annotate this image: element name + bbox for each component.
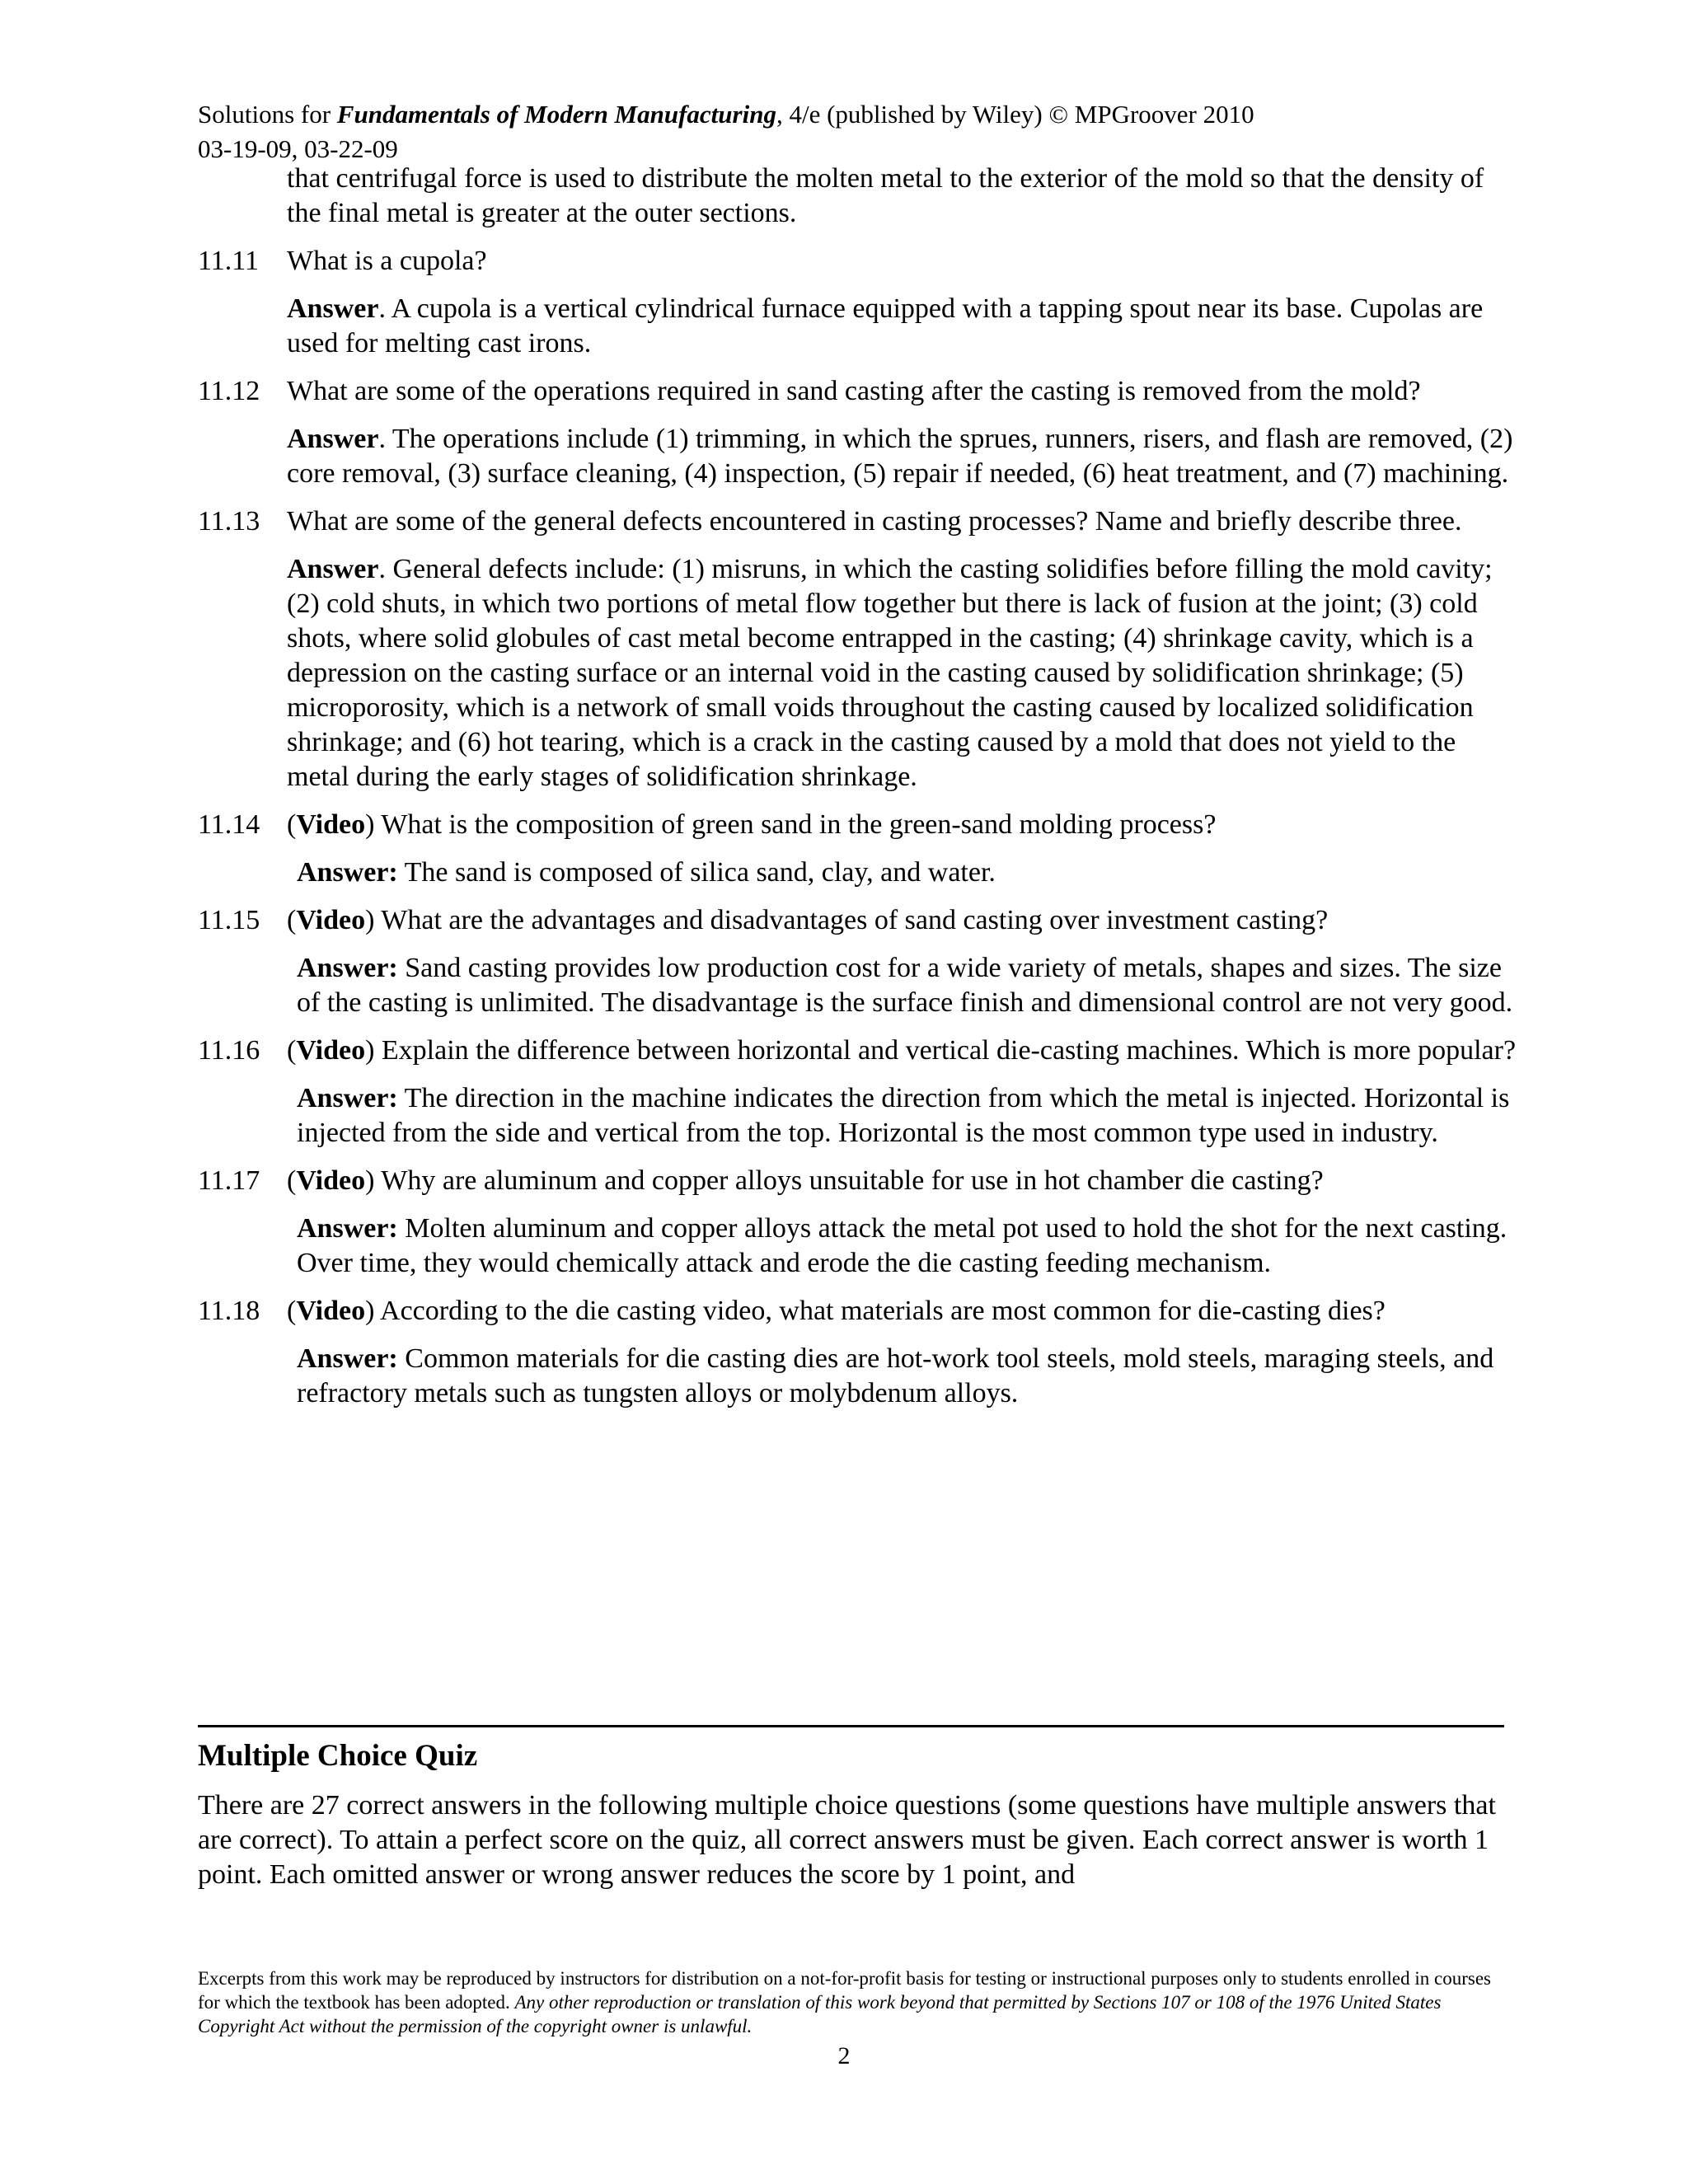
question xyxy=(198,1294,1517,1329)
question-block xyxy=(198,1294,1517,1411)
answer xyxy=(297,855,1517,890)
answer xyxy=(287,552,1517,794)
question-text: What is a cupola? xyxy=(287,246,487,276)
question-text: (Video) Explain the difference between horizontal and vertical die-casting machines. Which is more popular? xyxy=(287,1035,1517,1066)
question-block xyxy=(198,1033,1517,1151)
continued-paragraph: that centrifugal force is used to distribute the molten metal to the exterior of the mold so that the density of the final metal is greater at the outer sections. xyxy=(287,163,1484,228)
question-text: (Video) According to the die casting video, what materials are most common for die-casting dies? xyxy=(287,1296,1386,1326)
footer-italic-text: Any other reproduction or translation of this work beyond that permitted by Sections 107 or 108 of the 1976 United States Copyright Act without the permission of the copyright owner is unlawful. xyxy=(198,1992,1442,2036)
answer-text: . The operations include (1) trimming, in which the sprues, runners, risers, and flash are removed, (2) core removal, (3) surface cleaning, (4) inspection, (5) repair if needed, (6) heat treatment, and (7) machining. xyxy=(287,424,1513,489)
video-tag: Video xyxy=(296,1165,366,1196)
answer xyxy=(287,292,1517,361)
answer-label: Answer xyxy=(287,554,379,584)
header-suffix: , 4/e (published by Wiley) © MPGroover 2010 xyxy=(776,100,1254,129)
answer-text: . General defects include: (1) misruns, in which the casting solidifies before filling the mold cavity; (2) cold shuts, in which two portions of metal flow together but there is lack of fusion at the joint; (3) cold shots, where solid globules of cast metal become entrapped in the casting; (4) shrinkage cavity, which is a depression on the casting surface or an internal void in the casting caused by solidification shrinkage; (5) microporosity, which is a network of small voids throughout the casting caused by localized solidification shrinkage; and (6) hot tearing, which is a crack in the casting caused by a mold that does not yield to the metal during the early stages of solidification shrinkage. xyxy=(287,554,1493,792)
answer-text: Common materials for die casting dies are hot-work tool steels, mold steels, maraging steels, and refractory metals such as tungsten alloys or molybdenum alloys. xyxy=(297,1343,1494,1408)
question-body: What is the composition of green sand in the green-sand molding process? xyxy=(381,809,1217,840)
header-prefix: Solutions for xyxy=(198,100,337,129)
answer-text: The direction in the machine indicates the direction from which the metal is injected. Horizontal is injected from the side and vertical from the top. Horizontal is the most common type used in industry. xyxy=(297,1083,1510,1148)
book-title: Fundamentals of Modern Manufacturing xyxy=(336,100,776,129)
question-number: 11.12 xyxy=(198,376,260,406)
question-number: 11.17 xyxy=(198,1165,260,1196)
answer-text: The sand is composed of silica sand, clay, and water. xyxy=(397,857,996,888)
answer-label: Answer: xyxy=(297,857,398,888)
question-text: (Video) Why are aluminum and copper alloys unsuitable for use in hot chamber die casting? xyxy=(287,1165,1324,1196)
question-number: 11.14 xyxy=(198,809,260,840)
question-block xyxy=(198,244,1517,361)
video-tag: Video xyxy=(296,1035,366,1066)
section-divider xyxy=(198,1725,1504,1727)
page-header xyxy=(198,97,1254,166)
answer-text: . A cupola is a vertical cylindrical furnace equipped with a tapping spout near its base. Cupolas are used for melting cast irons. xyxy=(287,293,1484,359)
footer-text: Excerpts from this work may be reproduced by instructors for distribution on a not-for-profit basis for testing or instructional purposes only to students enrolled in courses for which the textbook has been adopted. xyxy=(198,1968,1491,2013)
video-tag: Video xyxy=(296,1296,366,1326)
question-body: According to the die casting video, what materials are most common for die-casting dies? xyxy=(380,1296,1386,1326)
header-dates: 03-19-09, 03-22-09 xyxy=(198,134,398,163)
question-block xyxy=(198,808,1517,890)
answer-label: Answer: xyxy=(297,953,398,983)
question xyxy=(198,808,1517,842)
question-text: What are some of the general defects encountered in casting processes? Name and briefly describe three. xyxy=(287,506,1462,537)
answer-label: Answer xyxy=(287,424,379,454)
answer xyxy=(297,1081,1517,1151)
quiz-intro-paragraph: There are 27 correct answers in the following multiple choice questions (some questions have multiple answers that are correct). To attain a perfect score on the quiz, all correct answers must be given. Each correct answer is worth 1 point. Each omitted answer or wrong answer reduces the score by 1 point, and xyxy=(198,1790,1496,1890)
question xyxy=(198,903,1517,938)
question-block xyxy=(198,1164,1517,1281)
video-tag: Video xyxy=(296,809,366,840)
answer xyxy=(287,422,1517,491)
page-number: 2 xyxy=(837,2042,851,2069)
question xyxy=(198,374,1517,409)
question-text: (Video) What is the composition of green sand in the green-sand molding process? xyxy=(287,809,1217,840)
question-block xyxy=(198,903,1517,1020)
question xyxy=(198,1033,1517,1068)
question-number: 11.18 xyxy=(198,1296,260,1326)
answer-text: Sand casting provides low production cost for a wide variety of metals, shapes and sizes. The size of the casting is unlimited. The disadvantage is the surface finish and dimensional control are not very good. xyxy=(297,953,1513,1018)
answer-label: Answer: xyxy=(297,1213,398,1244)
answer xyxy=(297,951,1517,1020)
question xyxy=(198,244,1517,279)
answer-label: Answer xyxy=(287,293,379,324)
question-text: (Video) What are the advantages and disadvantages of sand casting over investment casting? xyxy=(287,905,1329,935)
section-heading: Multiple Choice Quiz xyxy=(198,1739,478,1773)
question-number: 11.15 xyxy=(198,905,260,935)
header-line xyxy=(198,97,1254,132)
question-block xyxy=(198,504,1517,794)
question-number: 11.16 xyxy=(198,1035,260,1066)
question-body: What are the advantages and disadvantages of sand casting over investment casting? xyxy=(381,905,1329,935)
answer xyxy=(297,1212,1517,1281)
answer xyxy=(297,1342,1517,1411)
answer-label: Answer: xyxy=(297,1343,398,1374)
question xyxy=(198,1164,1517,1198)
question-block xyxy=(198,374,1517,491)
copyright-footer xyxy=(198,1966,1517,2038)
question-body: Explain the difference between horizontal and vertical die-casting machines. Which is more popular? xyxy=(381,1035,1517,1066)
video-tag: Video xyxy=(296,905,366,935)
answer-label: Answer: xyxy=(297,1083,398,1113)
question-body: Why are aluminum and copper alloys unsuitable for use in hot chamber die casting? xyxy=(381,1165,1324,1196)
answer-text: Molten aluminum and copper alloys attack the metal pot used to hold the shot for the next casting. Over time, they would chemically attack and erode the die casting feeding mechanism. xyxy=(297,1213,1507,1278)
question-number: 11.11 xyxy=(198,246,259,276)
question xyxy=(198,504,1517,539)
question-text: What are some of the operations required in sand casting after the casting is removed from the mold? xyxy=(287,376,1421,406)
document-body xyxy=(198,162,1517,1411)
question-number: 11.13 xyxy=(198,506,260,537)
